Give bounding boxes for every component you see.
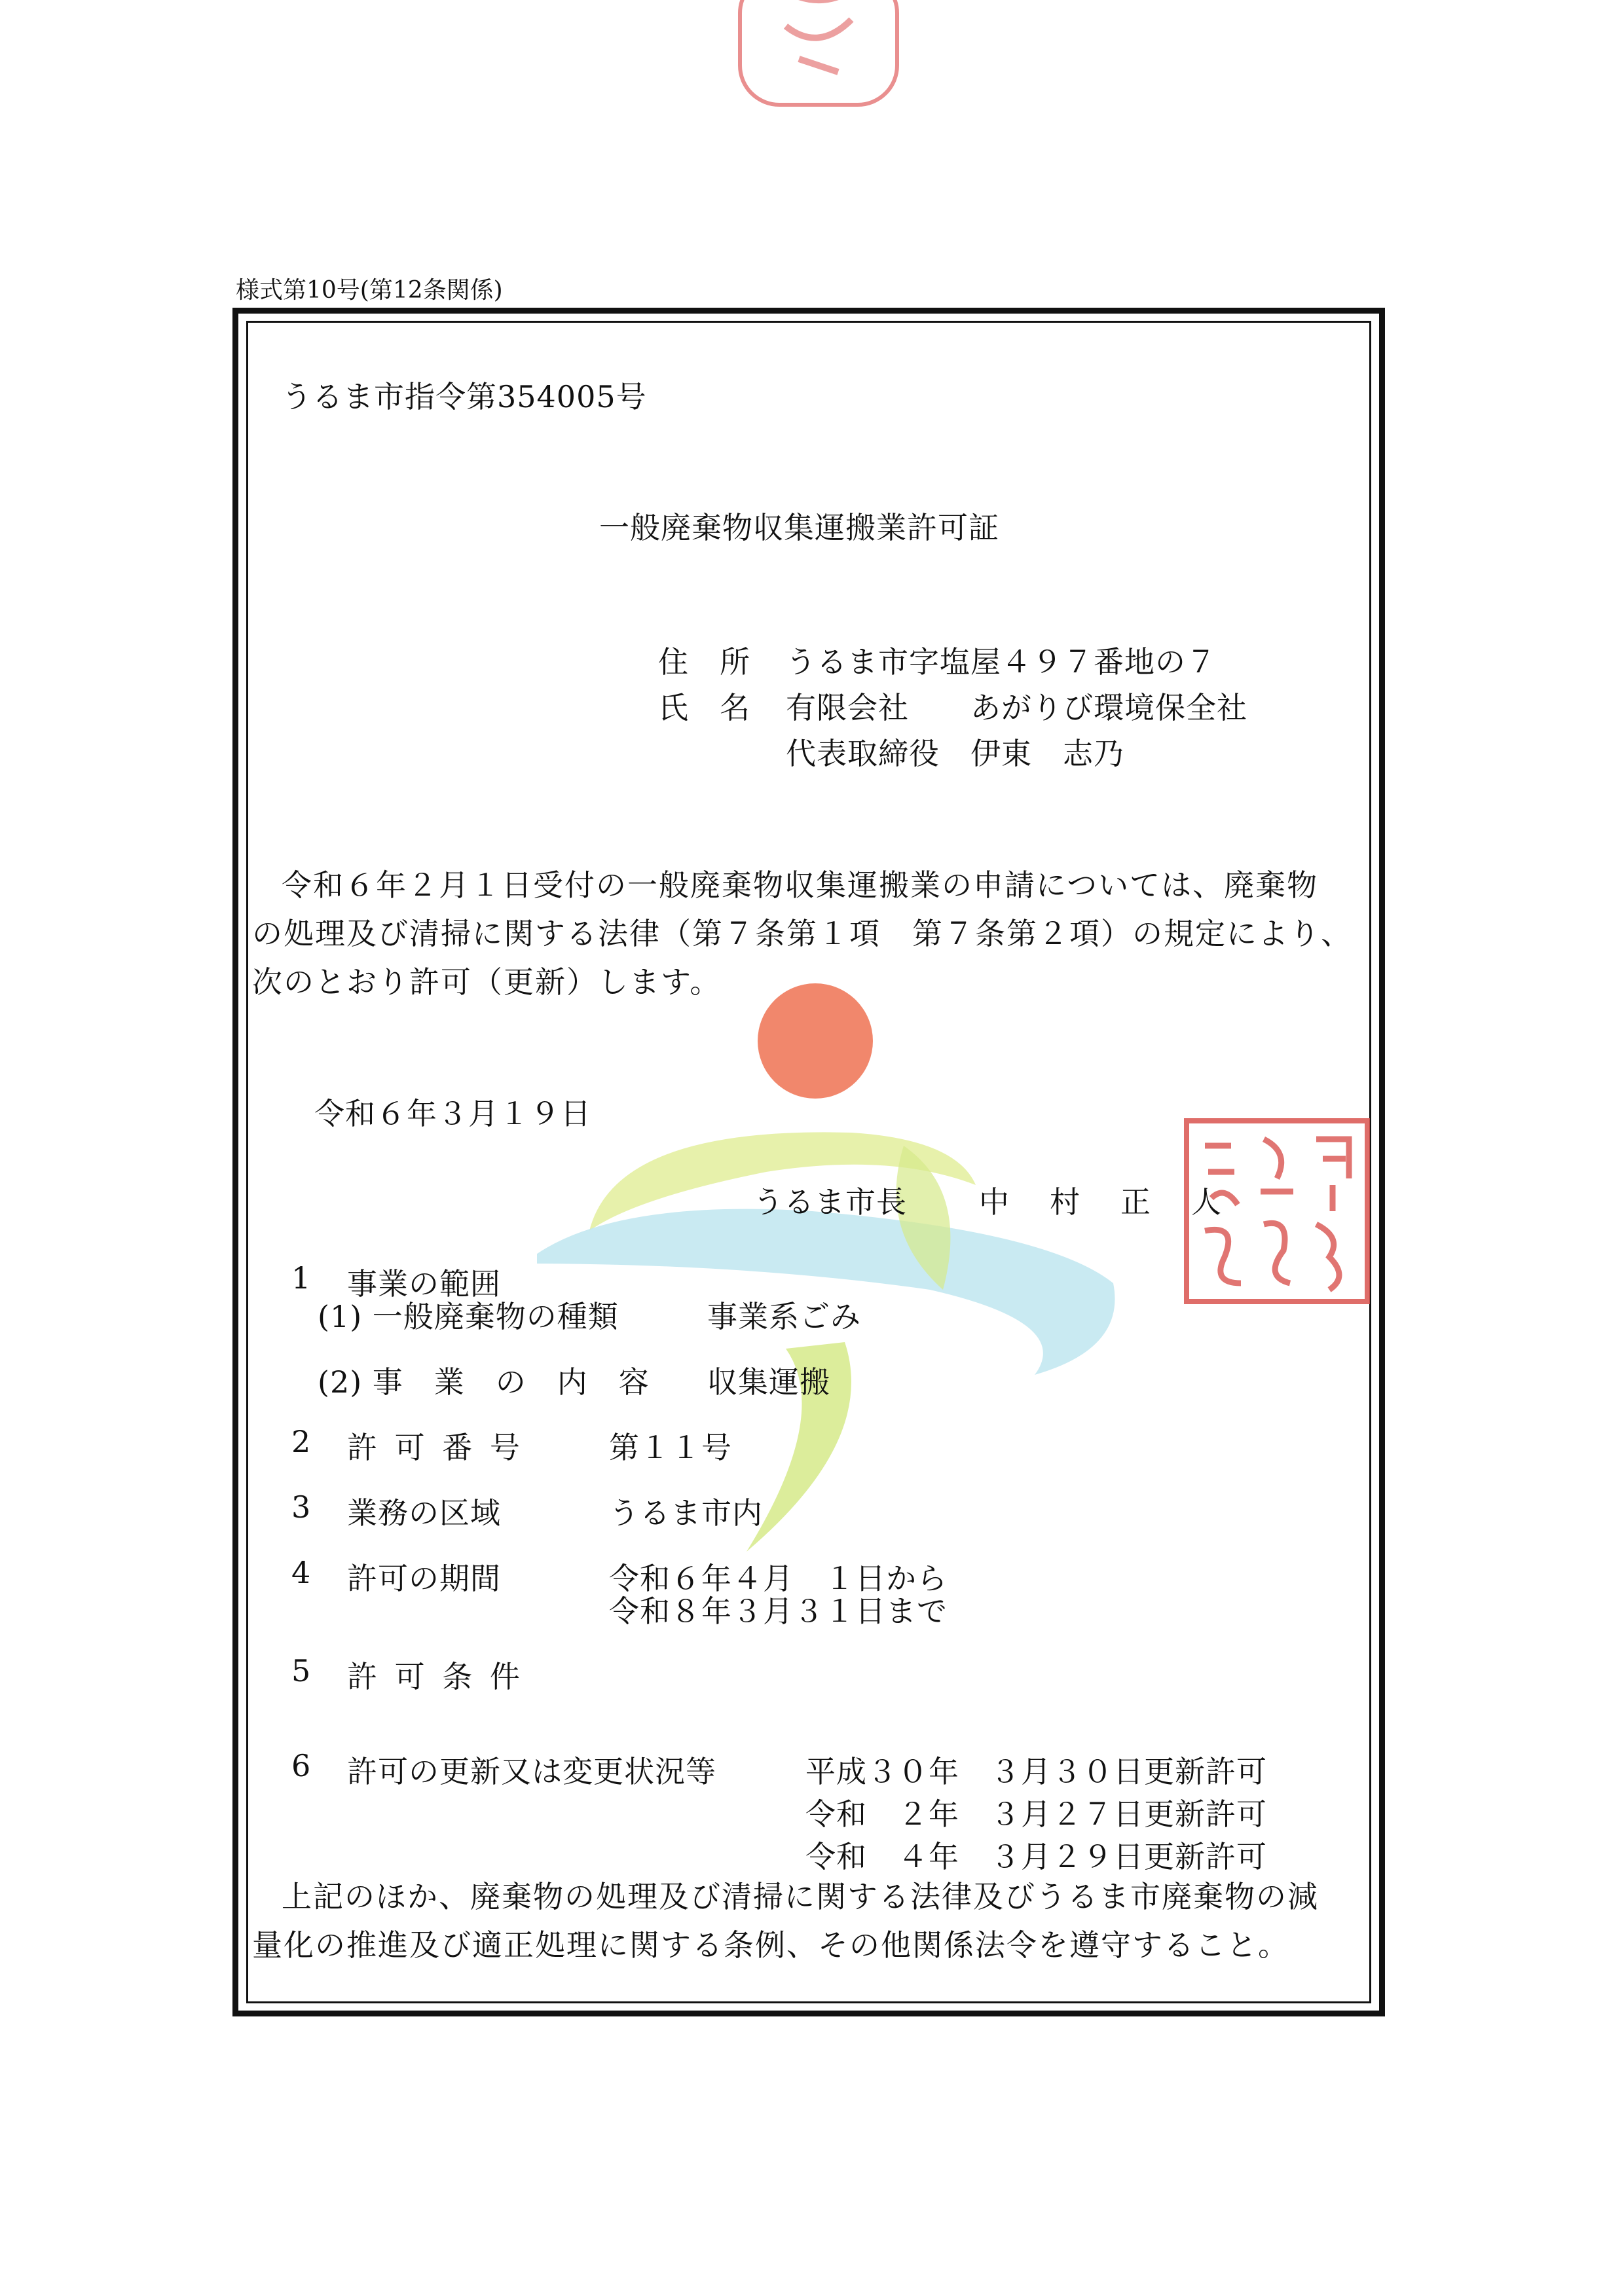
item-1-sub1-value: 事業系ごみ [707, 1299, 861, 1334]
item-1-label: 事業の範囲 [347, 1266, 501, 1302]
form-number: 様式第10号(第12条関係) [236, 277, 503, 304]
address-value: うるま市字塩屋４９７番地の７ [786, 644, 1217, 680]
item-1-sub2-label: (2) 事 業 の 内 容 [318, 1364, 650, 1400]
item-5-label: 許 可 条 件 [347, 1659, 524, 1694]
footer-line-1: 上記のほか、廃棄物の処理及び清掃に関する法律及びうるま市廃棄物の減 [282, 1879, 1319, 1914]
item-4-from: 令和６年４月 １日から [609, 1561, 948, 1596]
directive-number: うるま市指令第354005号 [282, 379, 647, 414]
item-4-number: 4 [291, 1555, 312, 1590]
item-6-number: 6 [291, 1748, 312, 1783]
item-3-label: 業務の区域 [347, 1495, 501, 1531]
name-label: 氏 名 [658, 690, 750, 725]
history-entry-1: 平成３０年 ３月３０日更新許可 [805, 1754, 1267, 1789]
item-6-label: 許可の更新又は変更状況等 [347, 1754, 716, 1789]
item-1-sub1-label: (1) 一般廃棄物の種類 [318, 1299, 619, 1334]
item-3-number: 3 [291, 1489, 312, 1525]
issue-date: 令和６年３月１９日 [314, 1096, 591, 1131]
item-1-number: 1 [291, 1260, 312, 1296]
issuer-title: うるま市長 [753, 1184, 907, 1220]
item-4-to: 令和８年３月３１日まで [609, 1594, 948, 1629]
issuer-name: 中 村 正 人 [979, 1184, 1227, 1220]
item-2-label: 許 可 番 号 [347, 1430, 524, 1465]
item-2-value: 第１１号 [609, 1430, 732, 1465]
top-seal-stamp [727, 0, 910, 118]
body-line-1: 令和６年２月１日受付の一般廃棄物収集運搬業の申請については、廃棄物 [282, 867, 1319, 903]
body-line-3: 次のとおり許可（更新）します。 [252, 964, 722, 1000]
body-line-2: の処理及び清掃に関する法律（第７条第１項 第７条第２項）の規定により、 [252, 916, 1352, 951]
city-logo-watermark [537, 982, 1126, 1571]
document-title: 一般廃棄物収集運搬業許可証 [599, 510, 999, 545]
representative-name: 代表取締役 伊東 志乃 [786, 736, 1124, 771]
item-5-number: 5 [291, 1653, 312, 1688]
footer-line-2: 量化の推進及び適正処理に関する条例、その他関係法令を遵守すること。 [252, 1927, 1289, 1963]
history-entry-3: 令和 ４年 ３月２９日更新許可 [805, 1839, 1267, 1874]
item-4-label: 許可の期間 [347, 1561, 501, 1596]
address-label: 住 所 [658, 644, 750, 680]
item-3-value: うるま市内 [609, 1495, 763, 1531]
company-name: 有限会社 あがりび環境保全社 [786, 690, 1247, 725]
item-2-number: 2 [291, 1424, 312, 1459]
item-1-sub2-value: 収集運搬 [707, 1364, 830, 1400]
history-entry-2: 令和 ２年 ３月２７日更新許可 [805, 1796, 1267, 1832]
